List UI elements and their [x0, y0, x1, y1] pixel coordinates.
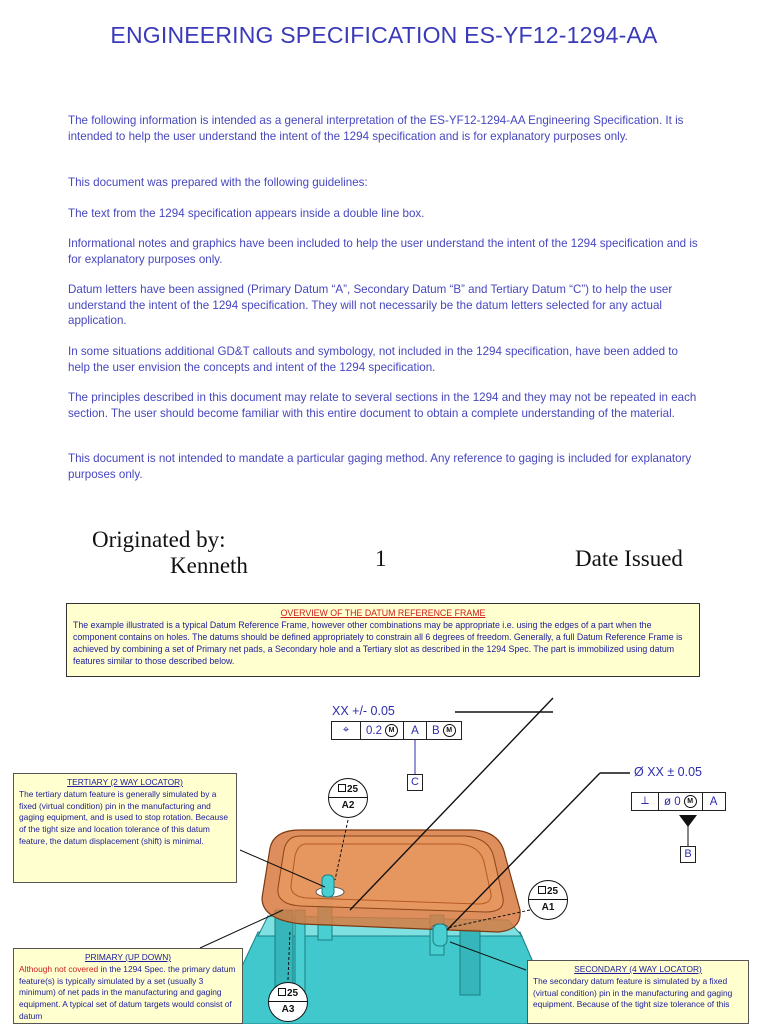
primary-callout	[13, 948, 243, 1024]
primary-text-body: in the 1294 Spec. the primary datum feature(s) is typically simulated by a set (usually 3 minimum) of net pads in the manufacturing and gaging equipment. A typical set of datum targets would consist of datum	[19, 963, 236, 1021]
target-size: 25	[269, 988, 307, 999]
position-symbol-icon: ⌖	[332, 722, 361, 739]
overview-heading: OVERVIEW OF THE DATUM REFERENCE FRAME	[280, 608, 486, 618]
originator-name: Kenneth	[170, 553, 248, 578]
gaging-paragraph: This document is not intended to mandate a particular gaging method. Any reference to gaging is included for explanatory purposes only.	[68, 452, 692, 481]
target-label: A2	[341, 800, 355, 811]
fixture-post	[460, 930, 480, 995]
datum-letters-paragraph: Datum letters have been assigned (Primary Datum “A”, Secondary Datum “B” and Tertiary Datum “C”) to help the user understand the intent of the 1294 specification. They will not necessarily be the datum letters selected for any actual application.	[68, 283, 673, 327]
hole-tolerance-cell	[659, 793, 703, 810]
hole-tolerance-value: ø 0	[664, 795, 681, 808]
perpendicularity-symbol-icon: ⟂	[632, 793, 659, 810]
overview-note-box	[66, 603, 700, 677]
secondary-text: The secondary datum feature is simulated by a fixed (virtual condition) pin in the manufacturing and gaging equipment. Because of the tight size tolerance of this	[533, 975, 733, 1010]
target-size: 25	[529, 886, 567, 897]
datum-target-a1	[528, 880, 568, 920]
target-divider	[269, 1001, 307, 1002]
slot-size-tolerance: XX +/- 0.05	[332, 704, 395, 718]
overview-text: The example illustrated is a typical Datum Reference Frame, however other combinations may be appropriate i.e. using the edges of a part when the component contains on holes. The datums should be defined appropriately to constrain all 6 degrees of freedom. Generally, a full Datum Reference Frame is achieved by combining a set of Primary net pads, a Secondary hole and a Tertiary slot as described in the 1294 Spec. The part is immobilized using datum features similar to those described below.	[73, 620, 683, 666]
target-divider	[329, 797, 367, 798]
page-number: 1	[375, 546, 387, 571]
slot-feature-control-frame	[331, 721, 462, 740]
tertiary-heading: TERTIARY (2 WAY LOCATOR)	[67, 777, 183, 787]
slot-tolerance-value: 0.2	[366, 724, 382, 737]
secondary-pin	[433, 924, 447, 946]
primary-heading: PRIMARY (UP DOWN)	[84, 952, 172, 962]
mmc-modifier-icon: M	[684, 795, 697, 808]
square-icon	[278, 988, 286, 996]
target-divider	[529, 899, 567, 900]
mmc-modifier-icon: M	[443, 724, 456, 737]
datum-b-box: B	[680, 846, 696, 863]
slot-datum-a-cell: A	[404, 722, 427, 739]
principles-paragraph: The principles described in this document may relate to several sections in the 1294 and they may not be repeated in each section. The user should become familiar with this entire document to obtain a complete understanding of the material.	[68, 391, 697, 420]
target-size: 25	[329, 784, 367, 795]
target-label: A3	[281, 1004, 295, 1015]
tertiary-text: The tertiary datum feature is generally simulated by a fixed (virtual condition) pin in the manufacturing and gaging equipment, and is used to stop rotation. Because of the tight size and location tolerance of this datum feature, the datum displacement (shift) is minimal.	[19, 788, 229, 846]
primary-text-highlight: Although not covered	[19, 963, 99, 974]
datum-target-a2	[328, 778, 368, 818]
primary-text	[19, 964, 237, 1023]
slot-datum-b-letter: B	[432, 724, 440, 737]
tertiary-callout	[13, 773, 237, 883]
datum-triangle	[679, 815, 697, 827]
square-icon	[338, 784, 346, 792]
guidelines-paragraph: This document was prepared with the following guidelines:	[68, 176, 368, 189]
intro-paragraph: The following information is intended as a general interpretation of the ES-YF12-1294-AA Engineering Specification. It is intended to help the user understand the intent of the 1294 specification and is for explanatory purposes only.	[68, 114, 684, 143]
originated-by-label: Originated by:	[92, 527, 226, 552]
secondary-heading: SECONDARY (4 WAY LOCATOR)	[574, 964, 702, 974]
notes-paragraph: Informational notes and graphics have been included to help the user understand the intent of the 1294 specification and is for explanatory purposes only.	[68, 237, 698, 266]
gdt-callouts-paragraph: In some situations additional GD&T callouts and symbology, not included in the 1294 specification, have been added to help the user envision the concepts and intent of the 1294 specification.	[68, 345, 678, 374]
hole-size-tolerance: Ø XX ± 0.05	[634, 765, 703, 779]
slot-datum-b-cell	[427, 722, 461, 739]
mmc-modifier-icon: M	[385, 724, 398, 737]
date-issued-label: Date Issued	[575, 546, 683, 571]
secondary-callout	[527, 960, 749, 1024]
square-icon	[538, 886, 546, 894]
target-label: A1	[541, 902, 555, 913]
hole-datum-a-cell: A	[709, 795, 718, 808]
hole-feature-control-frame	[631, 792, 726, 811]
double-box-paragraph: The text from the 1294 specification appears inside a double line box.	[68, 207, 425, 220]
document-title: ENGINEERING SPECIFICATION ES-YF12-1294-AA	[110, 22, 658, 48]
datum-target-a3	[268, 982, 308, 1022]
datum-c-box: C	[407, 774, 423, 791]
fixture-base-plate	[215, 932, 560, 1024]
slot-tolerance-cell	[361, 722, 404, 739]
